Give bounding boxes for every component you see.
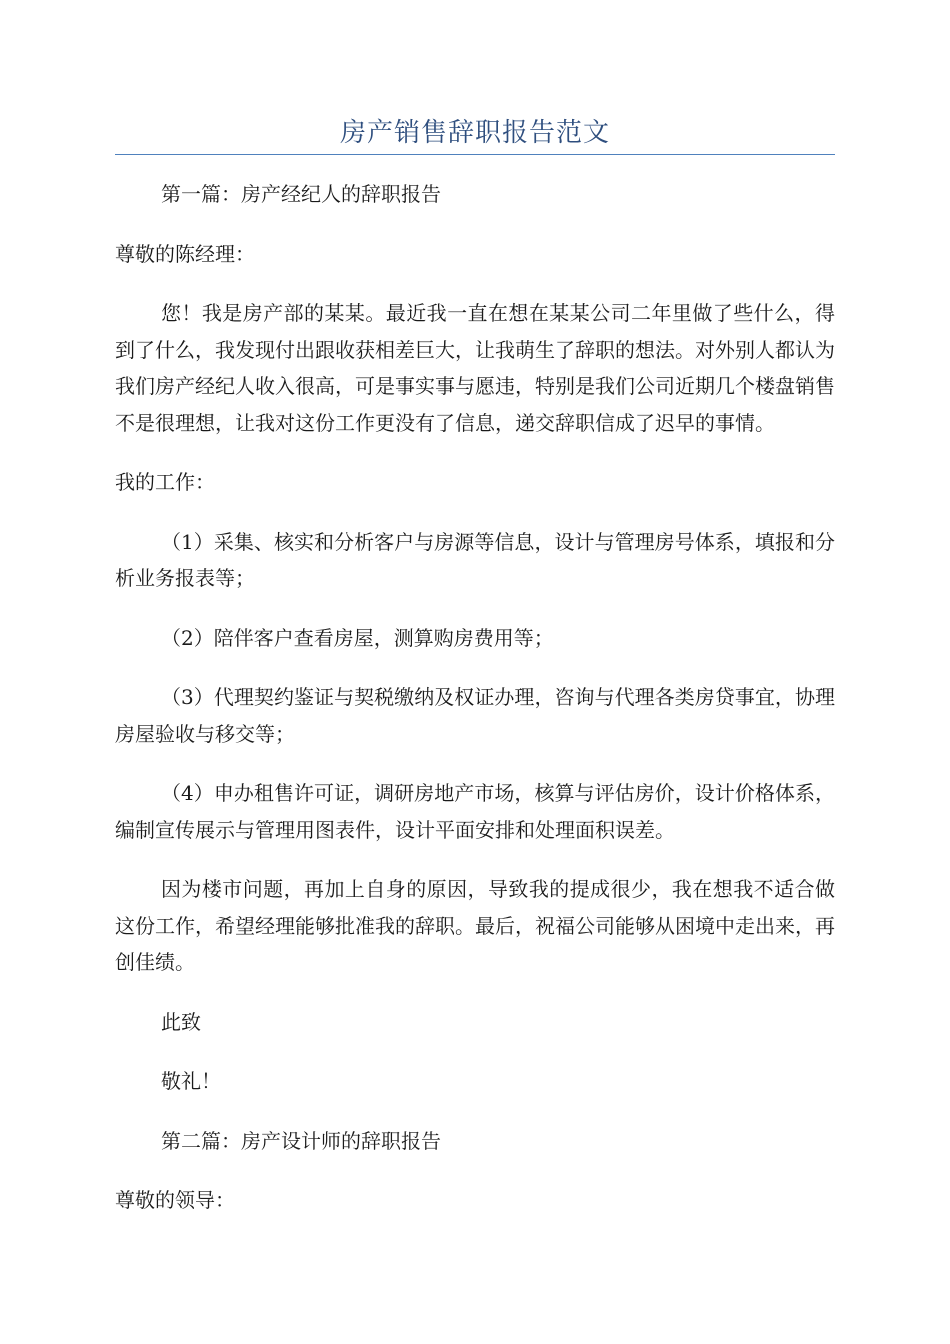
section-heading-1: 第一篇：房产经纪人的辞职报告 <box>161 182 441 206</box>
title-underline <box>115 154 835 155</box>
paragraph-intro: 您！我是房产部的某某。最近我一直在想在某某公司二年里做了些什么，得到了什么，我发现付出跟收获相差巨大，让我萌生了辞职的想法。对外别人都认为我们房产经纪人收入很高，可是事实事与愿违，特别是我们公司近期几个楼盘销售不是很理想，让我对这份工作更没有了信息，递交辞职信成了迟早的事情。 <box>115 301 835 435</box>
document-body <box>115 176 835 1242</box>
paragraph-conclusion: 因为楼市问题，再加上自身的原因，导致我的提成很少，我在想我不适合做这份工作，希望经理能够批准我的辞职。最后，祝福公司能够从困境中走出来，再创佳绩。 <box>115 877 835 974</box>
salutation-1: 尊敬的陈经理： <box>115 241 255 266</box>
salutation-2: 尊敬的领导： <box>115 1188 235 1212</box>
closing-line-2: 敬礼！ <box>161 1069 221 1093</box>
work-item-1: （1）采集、核实和分析客户与房源等信息，设计与管理房号体系，填报和分析业务报表等； <box>115 529 835 590</box>
closing-line-1: 此致 <box>161 1009 201 1034</box>
work-item-4: （4）申办租售许可证，调研房地产市场，核算与评估房价，设计价格体系，编制宣传展示与管理用图表件，设计平面安排和处理面积误差。 <box>115 781 835 842</box>
section-heading-2: 第二篇：房产设计师的辞职报告 <box>161 1128 441 1153</box>
work-heading: 我的工作： <box>115 470 215 494</box>
work-item-2: （2）陪伴客户查看房屋，测算购房费用等； <box>161 625 554 650</box>
document-title: 房产销售辞职报告范文 <box>339 118 610 148</box>
work-item-3: （3）代理契约鉴证与契税缴纳及权证办理，咨询与代理各类房贷事宜，协理房屋验收与移交等； <box>115 685 835 746</box>
